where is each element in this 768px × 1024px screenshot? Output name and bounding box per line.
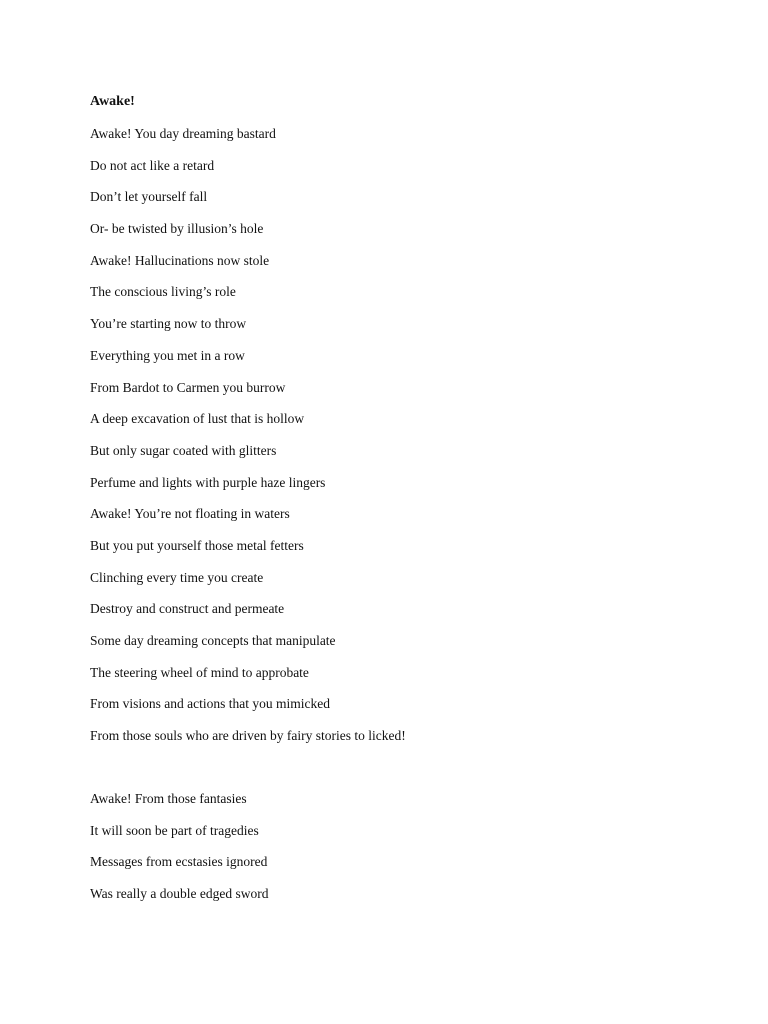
poem-line: From visions and actions that you mimicked [90,696,330,712]
poem-line: A deep excavation of lust that is hollow [90,411,305,427]
poem-stanza-1 [90,125,406,759]
poem-line: Clinching every time you create [90,569,264,585]
poem-line: Everything you met in a row [90,347,245,363]
poem-line: Awake! Hallucinations now stole [90,252,270,268]
poem-line: From those souls who are driven by fairy stories to licked! [90,728,406,744]
poem-line: The steering wheel of mind to approbate [90,664,309,680]
poem-title: Awake! [90,94,135,109]
poem-line: You’re starting now to throw [90,316,247,332]
poem-line: Awake! You day dreaming bastard [90,126,276,141]
poem-line: Messages from ecstasies ignored [90,854,268,870]
poem-line: The conscious living’s role [90,284,236,300]
poem-line: Perfume and lights with purple haze lingers [90,474,326,490]
poem-line: Don’t let yourself fall [90,189,208,205]
poem-line: Do not act like a retard [90,157,215,173]
poem-line: Awake! You’re not floating in waters [90,506,290,522]
poem-line: Awake! From those fantasies [90,791,247,806]
poem-line: Some day dreaming concepts that manipulate [90,633,336,648]
poem-line: But you put yourself those metal fetters [90,537,304,553]
poem-line: But only sugar coated with glitters [90,442,277,458]
poem-line: Or- be twisted by illusion’s hole [90,221,264,237]
poem-line: Destroy and construct and permeate [90,601,285,617]
poem-stanza-2 [90,790,268,917]
poem-line: It will soon be part of tragedies [90,822,259,838]
poem-line: From Bardot to Carmen you burrow [90,379,286,395]
poem-line: Was really a double edged sword [90,886,269,902]
